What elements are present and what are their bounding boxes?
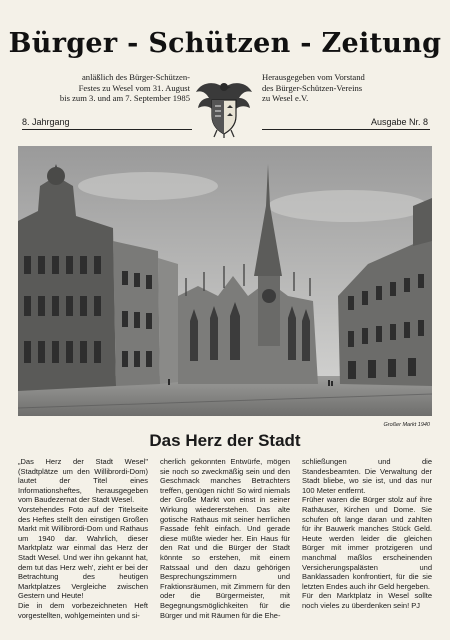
article-body: [18, 457, 432, 637]
header-rule-left: [22, 129, 192, 130]
article-column-2-text: cherlich gekonnten Entwürfe, mögen sie noch so zweckmäßig sein und den Geschmack manches Betrachters treffen, genügen nicht! So wird niemals der Große Markt von einst in seiner Wirkung wiedererstehen. Das alte gotische Rathaus mit seiner herrlichen Fassade fehlt einfach. Und gerade diese müßte wieder her. Ein Haus für den Rat und die Bürger der Stadt könnte so erstehen, mit einem Ratssaal und den dazu gehörigen Besprechungszimmern und Fraktionsräumen, mit Zimmern für den oder die Bürgermeister, mit Begegnungsmöglichkeiten für die Bürger und mit Räumen für die Ehe-: [160, 457, 290, 620]
coat-of-arms-logo: [193, 78, 255, 138]
article-column-3-text: schließungen und die Standesbeamten. Die Verwaltung der Stadt bliebe, wo sie ist, und das nur 100 Meter entfernt. Früher waren die Bürger stolz auf ihre Rathäuser, Kirchen und Dome. Sie schufen oft lange daran und zahlten für ihr Bauwerk manches Stück Geld. Heute werden leider die gleichen Bürger mit immer protzigeren und manchmal maßlos erscheinenden Versicherungspalästen und Banklassaden konfrontiert, für die sie letzten Endes auch ihr Geld hergeben. Für den Marktplatz in Wesel sollte noch vieles zu überdenken sein! PJ: [302, 457, 432, 610]
article-column-1-text: „Das Herz der Stadt Wesel" (Stadtplätze um den Willibrordi-Dom) lautet der Titel eines Informationsheftes, herausgegeben vom Baudezernat der Stadt Wesel. Vorstehendes Foto auf der Titelseite des Heftes stellt den einstigen Großen Markt mit Willibrordi-Dom und Rathaus um 1940 dar. Wahrlich, dieser Marktplatz war einmal das Herz der Stadt Wesel. Und wer ihn gekannt hat, dem tut das Herz weh', zieht er bei der Betrachtung des heutigen Marktplatzes Vergleiche zwischen Gestern und Heute! Die in dem vorbezeichneten Heft vorgestellten, wohlgemeinten und si-: [18, 457, 148, 620]
issue-label: Ausgabe Nr. 8: [370, 117, 428, 127]
festival-info: [38, 72, 190, 104]
volume-label: 8. Jahrgang: [22, 117, 70, 127]
publisher-info: [262, 72, 432, 104]
article-headline: Das Herz der Stadt: [149, 431, 301, 450]
festival-info-text: anläßlich des Bürger-Schützen- Festes zu Wesel vom 31. August bis zum 3. und am 7. September 1985: [59, 72, 190, 104]
header-rule-right: [262, 129, 430, 130]
newspaper-title: Bürger - Schützen - Zeitung: [8, 28, 442, 59]
publisher-info-text: Herausgegeben vom Vorstand des Bürger-Schützen-Vereins zu Wesel e.V.: [262, 72, 365, 104]
photo-caption: Großer Markt 1940: [383, 422, 430, 428]
article-column-2: [160, 457, 290, 637]
market-square-photo: [18, 146, 432, 416]
article-column-3: [302, 457, 432, 637]
article-column-1: [18, 457, 148, 637]
